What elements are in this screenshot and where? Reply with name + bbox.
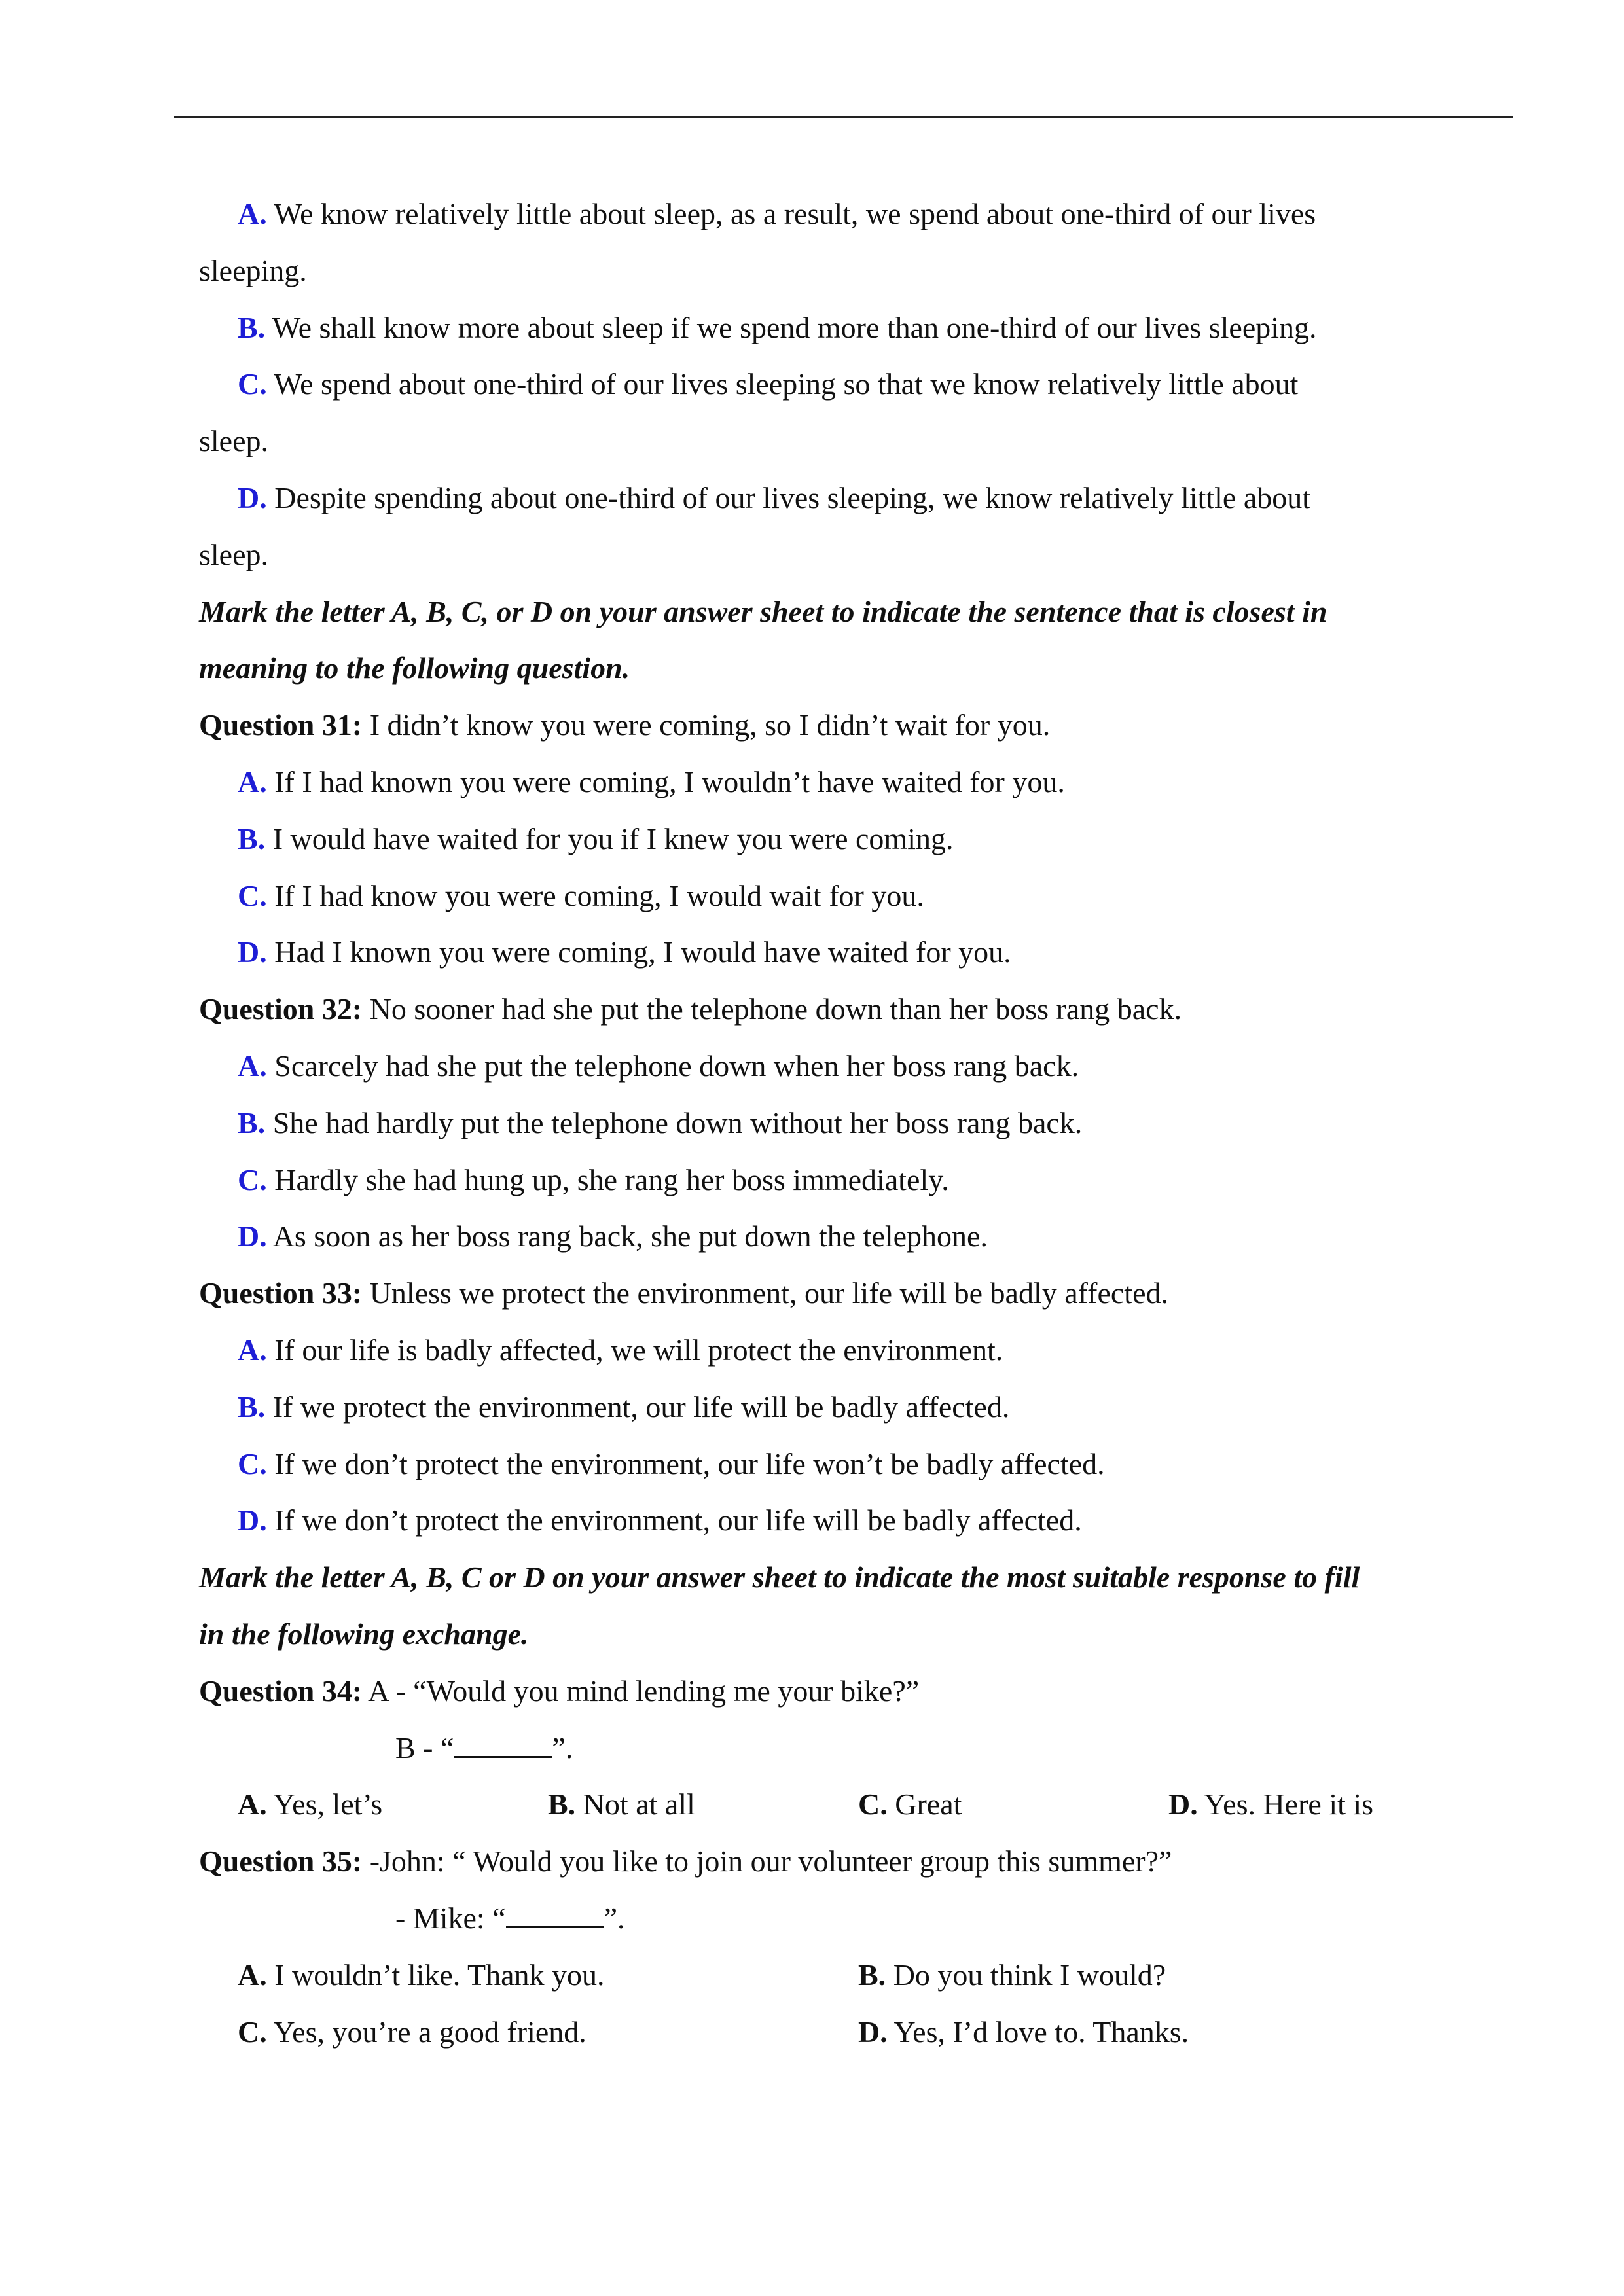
reply-suffix: ”. <box>604 1901 625 1935</box>
option-label: A. <box>238 1958 267 1992</box>
option-text: If we protect the environment, our life will be badly affected. <box>272 1390 1010 1424</box>
answer-blank <box>506 1900 604 1928</box>
question-32 <box>199 981 1521 1038</box>
q34-option <box>548 1776 858 1833</box>
q31-option <box>199 924 1521 981</box>
option-text: Great <box>895 1787 962 1821</box>
option-label: D. <box>238 1219 267 1253</box>
q34-option <box>1168 1776 1479 1833</box>
q31-option <box>199 754 1521 811</box>
question-label: Question 32: <box>199 992 363 1026</box>
instruction: in the following exchange. <box>199 1617 529 1651</box>
question-33 <box>199 1265 1521 1322</box>
document-body <box>199 186 1521 2060</box>
question-34 <box>199 1663 1521 1720</box>
option-text: We shall know more about sleep if we spend more than one-third of our lives sleeping. <box>272 310 1317 344</box>
option-label: B. <box>238 1105 266 1139</box>
q30-option-a <box>199 186 1521 243</box>
option-text: As soon as her boss rang back, she put down the telephone. <box>272 1219 988 1253</box>
option-text: She had hardly put the telephone down without her boss rang back. <box>272 1105 1083 1139</box>
answer-blank <box>454 1730 552 1758</box>
instruction: Mark the letter A, B, C, or D on your answer sheet to indicate the sentence that is closest in <box>199 594 1327 628</box>
q33-option <box>199 1379 1521 1436</box>
option-label: B. <box>238 821 266 855</box>
option-text: We know relatively little about sleep, as a result, we spend about one-third of our lives <box>274 197 1316 230</box>
option-text: Yes, you’re a good friend. <box>273 2015 586 2049</box>
question-label: Question 35: <box>199 1844 363 1878</box>
option-text: Yes, I’d love to. Thanks. <box>893 2015 1189 2049</box>
option-label: C. <box>238 878 267 912</box>
option-text: Hardly she had hung up, she rang her boss immediately. <box>274 1162 949 1196</box>
option-label: B. <box>238 1390 266 1424</box>
option-text: If we don’t protect the environment, our life will be badly affected. <box>274 1503 1082 1537</box>
q33-option <box>199 1322 1521 1379</box>
q34-options <box>199 1776 1521 1833</box>
option-text: Despite spending about one-third of our lives sleeping, we know relatively little about <box>274 480 1311 514</box>
question-label: Question 34: <box>199 1674 363 1708</box>
option-label: C. <box>238 2015 267 2049</box>
reply-suffix: ”. <box>552 1731 573 1765</box>
question-text: -John: “ Would you like to join our volunteer group this summer?” <box>369 1844 1172 1878</box>
option-text: If our life is badly affected, we will protect the environment. <box>274 1333 1003 1367</box>
instruction: Mark the letter A, B, C or D on your answer sheet to indicate the most suitable response to fill <box>199 1560 1360 1594</box>
q33-option <box>199 1492 1521 1549</box>
option-label: C. <box>238 1162 267 1196</box>
option-text: Yes, let’s <box>273 1787 383 1821</box>
option-text-cont: sleep. <box>199 424 269 458</box>
option-label: D. <box>238 1503 267 1537</box>
q32-option <box>199 1038 1521 1095</box>
option-text: If we don’t protect the environment, our life won’t be badly affected. <box>274 1446 1105 1480</box>
q35-option <box>858 1947 1479 2004</box>
option-text-cont: sleeping. <box>199 253 307 287</box>
option-label: D. <box>858 2015 888 2049</box>
option-text: If I had know you were coming, I would wait for you. <box>274 878 924 912</box>
option-text: Scarcely had she put the telephone down when her boss rang back. <box>274 1049 1079 1083</box>
option-label: B. <box>548 1787 576 1821</box>
reply-prefix: B - “ <box>395 1731 454 1765</box>
option-text: Do you think I would? <box>893 1958 1166 1992</box>
question-text: I didn’t know you were coming, so I didn’t wait for you. <box>369 708 1051 742</box>
q35-reply <box>199 1890 1521 1947</box>
option-label: D. <box>238 935 267 969</box>
question-label: Question 31: <box>199 708 363 742</box>
option-label: A. <box>238 197 267 230</box>
q31-option <box>199 811 1521 868</box>
question-31 <box>199 697 1521 754</box>
option-text: I would have waited for you if I knew you were coming. <box>272 821 954 855</box>
q30-option-d <box>199 470 1521 527</box>
q32-option <box>199 1208 1521 1265</box>
option-label: A. <box>238 1787 267 1821</box>
q34-option <box>238 1776 548 1833</box>
instruction: meaning to the following question. <box>199 651 630 685</box>
option-label: C. <box>238 367 267 401</box>
question-text: Unless we protect the environment, our life will be badly affected. <box>369 1276 1168 1310</box>
option-label: A. <box>238 1049 267 1083</box>
option-label: D. <box>1168 1787 1198 1821</box>
option-label: D. <box>238 480 267 514</box>
question-text: No sooner had she put the telephone down than her boss rang back. <box>369 992 1182 1026</box>
q35-option <box>238 1947 858 2004</box>
option-text: Had I known you were coming, I would have waited for you. <box>274 935 1011 969</box>
option-label: C. <box>858 1787 888 1821</box>
q31-option <box>199 868 1521 925</box>
question-text: A - “Would you mind lending me your bike?” <box>368 1674 920 1708</box>
option-label: A. <box>238 764 267 798</box>
q34-reply <box>199 1720 1521 1777</box>
option-label: B. <box>858 1958 886 1992</box>
option-text: If I had known you were coming, I wouldn’t have waited for you. <box>274 764 1065 798</box>
option-label: B. <box>238 310 266 344</box>
option-text: Yes. Here it is <box>1204 1787 1374 1821</box>
q35-option <box>238 2004 858 2061</box>
q32-option <box>199 1152 1521 1209</box>
q30-option-b <box>199 300 1521 357</box>
option-text: Not at all <box>583 1787 695 1821</box>
q33-option <box>199 1436 1521 1493</box>
option-text-cont: sleep. <box>199 537 269 571</box>
option-text: We spend about one-third of our lives sleeping so that we know relatively little about <box>274 367 1299 401</box>
question-35 <box>199 1833 1521 1890</box>
question-label: Question 33: <box>199 1276 363 1310</box>
q30-option-c <box>199 356 1521 413</box>
option-label: A. <box>238 1333 267 1367</box>
q35-options-row1 <box>199 1947 1521 2004</box>
option-label: C. <box>238 1446 267 1480</box>
q34-option <box>858 1776 1168 1833</box>
option-text: I wouldn’t like. Thank you. <box>274 1958 605 1992</box>
q32-option <box>199 1095 1521 1152</box>
header-rule <box>174 116 1513 118</box>
reply-prefix: - Mike: “ <box>395 1901 506 1935</box>
q35-option <box>858 2004 1479 2061</box>
q35-options-row2 <box>199 2004 1521 2061</box>
